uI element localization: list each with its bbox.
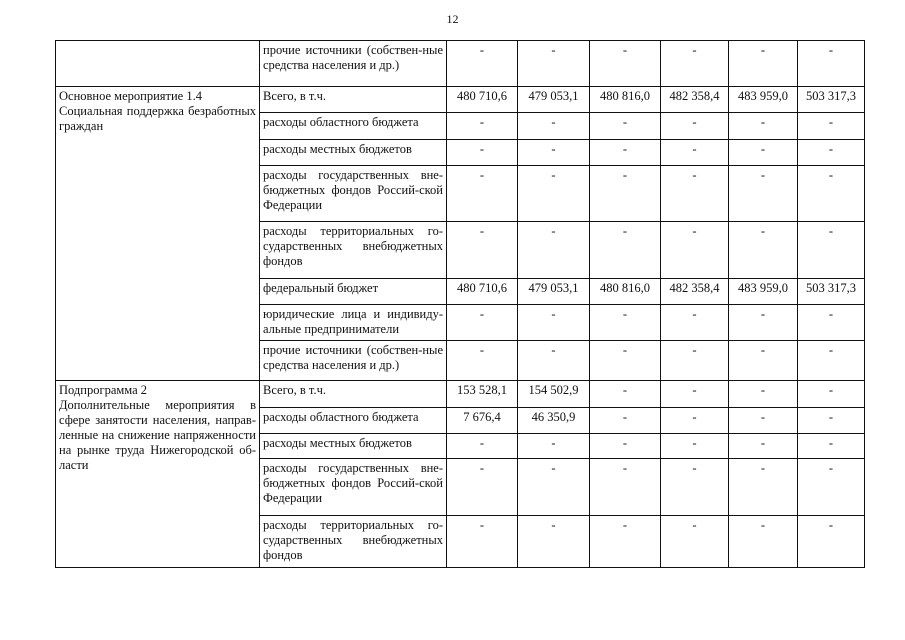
funding-source-cell: расходы государственных вне-бюджетных фондов Россий-ской Федерации <box>260 166 447 222</box>
measure-title: Подпрограмма 2 <box>59 383 148 397</box>
amount-cell: - <box>518 222 590 279</box>
amount-cell: - <box>447 222 518 279</box>
amount-cell: - <box>798 305 865 341</box>
amount-cell: - <box>447 166 518 222</box>
amount-cell: 154 502,9 <box>518 381 590 408</box>
amount-cell: - <box>590 459 661 516</box>
funding-source-cell: прочие источники (собствен-ные средства населения и др.) <box>260 41 447 87</box>
amount-cell: - <box>798 516 865 568</box>
amount-cell: 482 358,4 <box>661 87 729 113</box>
amount-cell: - <box>729 516 798 568</box>
amount-cell: - <box>518 41 590 87</box>
amount-cell: - <box>729 222 798 279</box>
amount-cell: - <box>661 408 729 434</box>
table-row <box>56 41 865 87</box>
funding-source-cell: юридические лица и индивиду-альные предприниматели <box>260 305 447 341</box>
amount-cell: - <box>661 222 729 279</box>
amount-cell: 480 710,6 <box>447 279 518 305</box>
amount-cell: - <box>798 434 865 459</box>
amount-cell: - <box>518 341 590 381</box>
amount-cell: - <box>798 166 865 222</box>
funding-source-cell: прочие источники (собствен-ные средства населения и др.) <box>260 341 447 381</box>
amount-cell: 480 710,6 <box>447 87 518 113</box>
amount-cell: - <box>590 222 661 279</box>
amount-cell: - <box>729 459 798 516</box>
amount-cell: - <box>729 113 798 140</box>
amount-cell: - <box>590 305 661 341</box>
amount-cell: - <box>590 341 661 381</box>
amount-cell: - <box>590 166 661 222</box>
measure-cell <box>56 41 260 87</box>
amount-cell: - <box>447 140 518 166</box>
amount-cell: - <box>798 381 865 408</box>
amount-cell: - <box>447 516 518 568</box>
amount-cell: - <box>798 41 865 87</box>
amount-cell: - <box>729 381 798 408</box>
amount-cell: - <box>798 222 865 279</box>
measure-title: Основное мероприятие 1.4 <box>59 89 202 103</box>
amount-cell: - <box>518 140 590 166</box>
amount-cell: 153 528,1 <box>447 381 518 408</box>
funding-source-cell: расходы территориальных го-сударственных внебюджетных фондов <box>260 222 447 279</box>
amount-cell: - <box>447 113 518 140</box>
measure-cell <box>56 381 260 568</box>
table-row <box>56 87 865 113</box>
amount-cell: 7 676,4 <box>447 408 518 434</box>
amount-cell: - <box>590 41 661 87</box>
measure-description: Дополнительные мероприятия в сфере занятости населения, направ-ленные на снижение напряженности на рынке труда Нижегородской об-ласти <box>59 398 256 472</box>
amount-cell: - <box>798 459 865 516</box>
amount-cell: - <box>518 113 590 140</box>
funding-source-cell: расходы областного бюджета <box>260 113 447 140</box>
funding-source-cell: расходы территориальных го-сударственных внебюджетных фондов <box>260 516 447 568</box>
amount-cell: 480 816,0 <box>590 87 661 113</box>
funding-source-cell: расходы государственных вне-бюджетных фондов Россий-ской Федерации <box>260 459 447 516</box>
budget-table <box>55 40 865 568</box>
amount-cell: - <box>729 408 798 434</box>
amount-cell: 479 053,1 <box>518 279 590 305</box>
amount-cell: 503 317,3 <box>798 279 865 305</box>
amount-cell: - <box>798 140 865 166</box>
amount-cell: - <box>729 166 798 222</box>
amount-cell: - <box>518 516 590 568</box>
amount-cell: - <box>590 381 661 408</box>
amount-cell: 46 350,9 <box>518 408 590 434</box>
measure-description: Социальная поддержка безработных граждан <box>59 104 256 133</box>
amount-cell: 482 358,4 <box>661 279 729 305</box>
amount-cell: - <box>447 305 518 341</box>
amount-cell: 479 053,1 <box>518 87 590 113</box>
amount-cell: - <box>518 166 590 222</box>
amount-cell: - <box>590 113 661 140</box>
funding-source-cell: Всего, в т.ч. <box>260 87 447 113</box>
amount-cell: - <box>661 434 729 459</box>
amount-cell: - <box>518 459 590 516</box>
amount-cell: - <box>590 516 661 568</box>
funding-source-cell: расходы областного бюджета <box>260 408 447 434</box>
amount-cell: - <box>661 166 729 222</box>
funding-source-cell: Всего, в т.ч. <box>260 381 447 408</box>
amount-cell: - <box>729 341 798 381</box>
funding-source-cell: расходы местных бюджетов <box>260 140 447 166</box>
amount-cell: - <box>729 434 798 459</box>
amount-cell: - <box>518 434 590 459</box>
amount-cell: - <box>661 381 729 408</box>
amount-cell: - <box>661 341 729 381</box>
amount-cell: - <box>729 305 798 341</box>
amount-cell: - <box>661 140 729 166</box>
table-row <box>56 381 865 408</box>
amount-cell: 480 816,0 <box>590 279 661 305</box>
amount-cell: - <box>590 434 661 459</box>
amount-cell: - <box>661 41 729 87</box>
amount-cell: - <box>798 113 865 140</box>
amount-cell: 483 959,0 <box>729 279 798 305</box>
measure-cell <box>56 87 260 381</box>
funding-source-cell: расходы местных бюджетов <box>260 434 447 459</box>
amount-cell: 483 959,0 <box>729 87 798 113</box>
amount-cell: - <box>590 408 661 434</box>
amount-cell: - <box>447 341 518 381</box>
amount-cell: - <box>447 41 518 87</box>
amount-cell: - <box>661 305 729 341</box>
page-number: 12 <box>446 12 459 26</box>
amount-cell: - <box>447 459 518 516</box>
amount-cell: - <box>729 41 798 87</box>
amount-cell: - <box>661 113 729 140</box>
funding-source-cell: федеральный бюджет <box>260 279 447 305</box>
amount-cell: - <box>661 516 729 568</box>
amount-cell: - <box>518 305 590 341</box>
amount-cell: - <box>729 140 798 166</box>
amount-cell: - <box>798 341 865 381</box>
amount-cell: - <box>590 140 661 166</box>
amount-cell: - <box>798 408 865 434</box>
amount-cell: 503 317,3 <box>798 87 865 113</box>
amount-cell: - <box>447 434 518 459</box>
amount-cell: - <box>661 459 729 516</box>
